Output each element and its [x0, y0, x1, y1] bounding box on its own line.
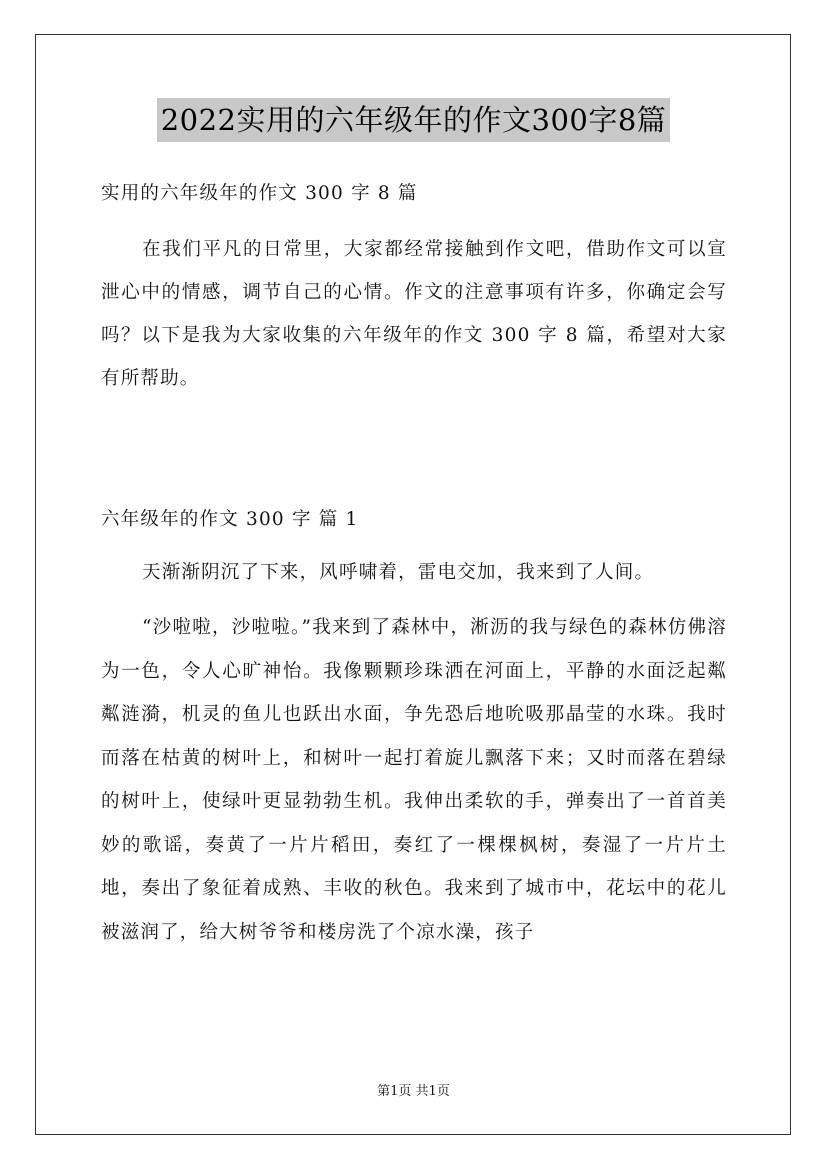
document-subtitle: 实用的六年级年的作文 300 字 8 篇	[101, 183, 418, 204]
section-heading: 六年级年的作文 300 字 篇 1	[101, 509, 359, 530]
document-title: 2022实用的六年级年的作文300字8篇	[157, 98, 671, 142]
intro-paragraph: 在我们平凡的日常里，大家都经常接触到作文吧，借助作文可以宣泄心中的情感，调节自己的心情。作文的注意事项有许多，你确定会写吗？以下是我为大家收集的六年级年的作文 300 字 8 篇，希望对大家有所帮助。	[101, 239, 727, 389]
body-paragraph-1: 天渐渐阴沉了下来，风呼啸着，雷电交加，我来到了人间。	[142, 562, 655, 583]
title-container	[0, 98, 827, 142]
body-paragraph-2: “沙啦啦，沙啦啦。”我来到了森林中，淅沥的我与绿色的森林仿佛溶为一色，令人心旷神怡。我像颗颗珍珠洒在河面上，平静的水面泛起粼粼涟漪，机灵的鱼儿也跃出水面，争先恐后地吮吸那晶莹的水珠。我时而落在枯黄的树叶上，和树叶一起打着旋儿飘落下来；又时而落在碧绿的树叶上，使绿叶更显勃勃生机。我伸出柔软的手，弹奏出了一首首美妙的歌谣，奏黄了一片片稻田，奏红了一棵棵枫树，奏湿了一片片土地，奏出了象征着成熟、丰收的秋色。我来到了城市中，花坛中的花儿被滋润了，给大树爷爷和楼房洗了个凉水澡，孩子	[101, 617, 727, 943]
page-footer: 第1页 共1页	[377, 1084, 450, 1099]
